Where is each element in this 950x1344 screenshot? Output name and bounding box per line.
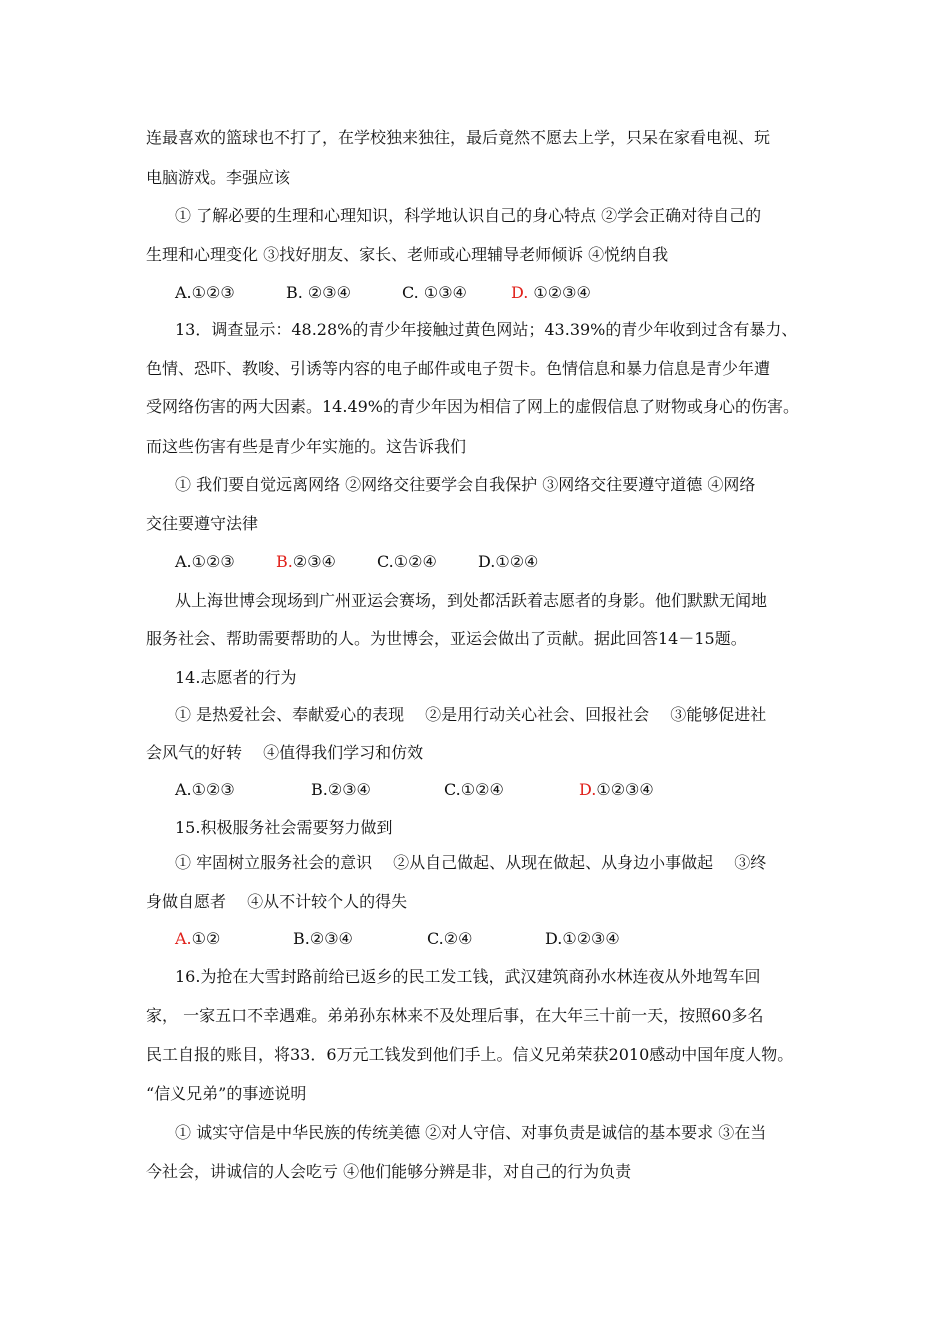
q14-choices-line: 会风气的好转 ④值得我们学习和仿效 <box>146 743 424 762</box>
q15-choices-line: ① 牢固树立服务社会的意识 ②从自己做起、从现在做起、从身边小事做起 ③终 <box>175 853 767 872</box>
option-text: ①②③④ <box>528 283 591 302</box>
q13-option-c <box>377 552 437 572</box>
q14-choices-line: ① 是热爱社会、奉献爱心的表现 ②是用行动关心社会、回报社会 ③能够促进社 <box>175 705 767 724</box>
q15-option-c <box>427 929 472 949</box>
option-letter: A. <box>175 283 192 302</box>
option-text: ①②③ <box>191 283 235 302</box>
option-text: ①② <box>191 929 221 948</box>
q12-choices-line: ① 了解必要的生理和心理知识，科学地认识自己的身心特点 ②学会正确对待自己的 <box>175 206 762 225</box>
option-letter: C. <box>377 552 394 571</box>
q12-stem-line: 电脑游戏。李强应该 <box>146 168 291 187</box>
q15-option-a-answer <box>175 929 220 949</box>
option-letter: A. <box>175 780 192 799</box>
q13-stem-line: 而这些伤害有些是青少年实施的。这告诉我们 <box>146 437 467 456</box>
q15-option-d <box>545 929 620 949</box>
answer-letter: A. <box>175 929 192 948</box>
q13-option-b-answer <box>276 552 336 572</box>
option-text: ①②③④ <box>562 929 620 948</box>
option-letter: B. <box>286 283 303 302</box>
option-text: ②③④ <box>292 552 336 571</box>
q13-choices-line: 交往要遵守法律 <box>146 514 259 533</box>
option-text: ②③④ <box>309 929 353 948</box>
option-text: ①②③ <box>191 552 235 571</box>
option-letter: D. <box>545 929 563 948</box>
q14-option-b <box>311 780 371 800</box>
option-text: ②④ <box>443 929 473 948</box>
q12-option-d-answer <box>511 283 591 303</box>
option-text: ①②④ <box>495 552 539 571</box>
answer-letter: D. <box>579 780 597 799</box>
q15-option-b <box>293 929 353 949</box>
option-text: ①③④ <box>418 283 467 302</box>
answer-letter: B. <box>276 552 293 571</box>
option-text: ①②③ <box>191 780 235 799</box>
q13-option-a <box>175 552 235 572</box>
option-letter: C. <box>444 780 461 799</box>
q15-choices-line: 身做自愿者 ④从不计较个人的得失 <box>146 892 408 911</box>
q13-option-d <box>478 552 538 572</box>
option-text: ①②④ <box>393 552 437 571</box>
q14-option-c <box>444 780 504 800</box>
q12-choices-line: 生理和心理变化 ③找好朋友、家长、老师或心理辅导老师倾诉 ④悦纳自我 <box>146 245 669 264</box>
q16-stem-line: “信义兄弟”的事迹说明 <box>146 1084 307 1103</box>
q13-stem-line: 色情、恐吓、教唆、引诱等内容的电子邮件或电子贺卡。色情信息和暴力信息是青少年遭 <box>146 359 771 378</box>
q12-option-c <box>402 283 467 303</box>
q12-option-a <box>175 283 235 303</box>
option-letter: C. <box>427 929 444 948</box>
q13-stem-line: 13．调查显示：48.28%的青少年接触过黄色网站；43.39%的青少年收到过含有暴力、 <box>175 320 798 339</box>
option-text: ①②④ <box>460 780 504 799</box>
option-letter: C. <box>402 283 419 302</box>
q16-stem-line: 16.为抢在大雪封路前给已返乡的民工发工钱，武汉建筑商孙水林连夜从外地驾车回 <box>175 967 761 986</box>
q16-stem-line: 民工自报的账目，将33．6万元工钱发到他们手上。信义兄弟荣获2010感动中国年度人物。 <box>146 1045 794 1064</box>
q15-stem-line: 15.积极服务社会需要努力做到 <box>175 818 393 837</box>
q13-choices-line: ① 我们要自觉远离网络 ②网络交往要学会自我保护 ③网络交往要遵守道德 ④网络 <box>175 475 756 494</box>
q16-choices-line: 今社会，讲诚信的人会吃亏 ④他们能够分辨是非，对自己的行为负责 <box>146 1162 632 1181</box>
q14-stem-line: 14.志愿者的行为 <box>175 668 297 687</box>
option-letter: B. <box>293 929 310 948</box>
q16-choices-line: ① 诚实守信是中华民族的传统美德 ②对人守信、对事负责是诚信的基本要求 ③在当 <box>175 1123 767 1142</box>
q12-option-b <box>286 283 351 303</box>
q13-stem-line: 受网络伤害的两大因素。14.49%的青少年因为相信了网上的虚假信息了财物或身心的伤害。 <box>146 397 800 416</box>
option-text: ②③④ <box>327 780 371 799</box>
q12-stem-line: 连最喜欢的篮球也不打了，在学校独来独往，最后竟然不愿去上学，只呆在家看电视、玩 <box>146 128 771 147</box>
option-text: ①②③④ <box>596 780 654 799</box>
option-text: ②③④ <box>302 283 351 302</box>
q16-stem-line: 家， 一家五口不幸遇难。弟弟孙东林来不及处理后事，在大年三十前一天，按照60多名 <box>146 1006 764 1025</box>
q14-option-a <box>175 780 235 800</box>
option-letter: A. <box>175 552 192 571</box>
q14-option-d-answer <box>579 780 654 800</box>
passage-line: 从上海世博会现场到广州亚运会赛场，到处都活跃着志愿者的身影。他们默默无闻地 <box>175 591 768 610</box>
option-letter: B. <box>311 780 328 799</box>
option-letter: D. <box>478 552 496 571</box>
passage-line: 服务社会、帮助需要帮助的人。为世博会，亚运会做出了贡献。据此回答14－15题。 <box>146 629 747 648</box>
answer-letter: D. <box>511 283 529 302</box>
